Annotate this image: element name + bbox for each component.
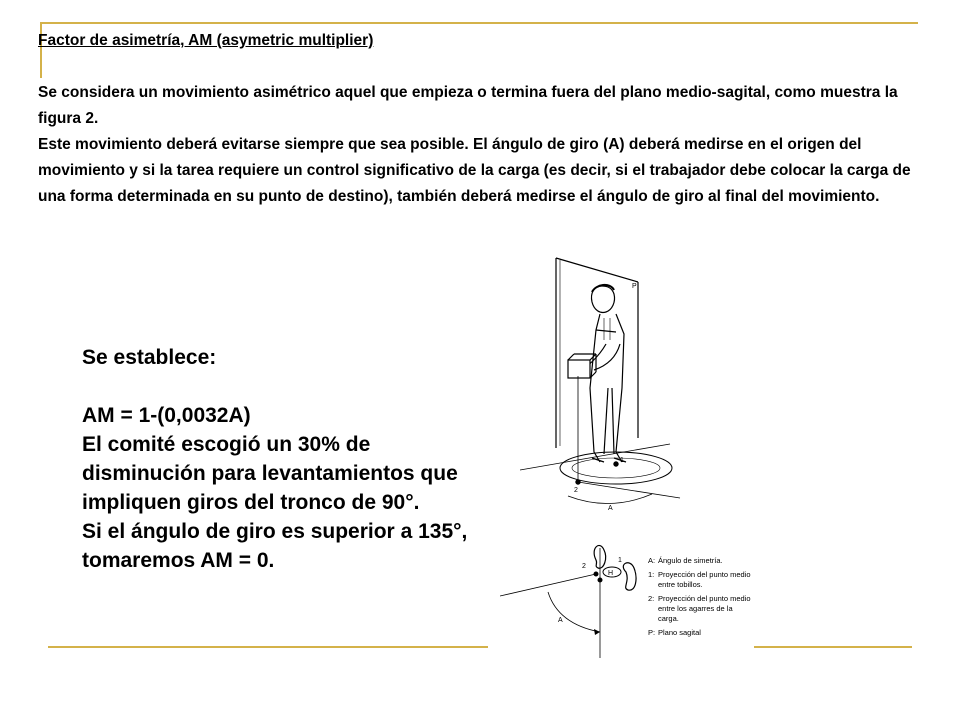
point-2-label: 2 bbox=[574, 487, 578, 494]
top-view-figure bbox=[500, 534, 646, 660]
point-1-label: 1 bbox=[620, 457, 624, 464]
legend-item: 1: Proyección del punto medio entre tobillos. bbox=[648, 570, 751, 589]
legend-item: A: Ángulo de simetría. bbox=[648, 556, 723, 565]
fig2-point-2-label: 2 bbox=[582, 563, 586, 570]
paragraph-1: Se considera un movimiento asimétrico aquel que empieza o termina fuera del plano medio-sagital, como muestra la figura 2. bbox=[38, 84, 898, 127]
paragraph-2: Este movimiento deberá evitarse siempre que sea posible. El ángulo de giro (A) deberá medirse en el origen del movimiento y si la tarea requiere un control significativo de la carga (es decir, si el trabajador debe colocar la carga de una forma determinada en su punto de destino), también deberá medirse el ángulo de giro al final del movimiento. bbox=[38, 136, 911, 205]
fig2-angle-label: A bbox=[558, 617, 563, 624]
floor-ellipse bbox=[560, 452, 672, 484]
formula-text: AM = 1-(0,0032A) bbox=[82, 404, 251, 427]
legend-item: P: Plano sagital bbox=[648, 628, 701, 637]
condition-text: Si el ángulo de giro es superior a 135°, tomaremos AM = 0. bbox=[82, 520, 468, 572]
plane-label: P bbox=[632, 283, 637, 290]
slide-title: Factor de asimetría, AM (asymetric multiplier) bbox=[38, 32, 374, 49]
lifting-figure bbox=[520, 248, 710, 524]
bottom-rule-right bbox=[754, 646, 912, 648]
top-rule bbox=[40, 22, 918, 24]
explanation-text: El comité escogió un 30% de disminución para levantamientos que impliquen giros del tronco de 90°. bbox=[82, 433, 458, 514]
header-text bbox=[38, 28, 918, 210]
fig2-point-1-label: 1 bbox=[618, 557, 622, 564]
angle-label: A bbox=[608, 505, 613, 512]
load-label: H bbox=[608, 570, 614, 577]
bottom-rule-left bbox=[48, 646, 488, 648]
intro-text: Se establece: bbox=[82, 346, 217, 369]
legend-item: 2: Proyección del punto medio entre los agarres de la carga. bbox=[648, 594, 751, 623]
figure-legend bbox=[648, 556, 754, 638]
formula-block bbox=[82, 343, 482, 575]
